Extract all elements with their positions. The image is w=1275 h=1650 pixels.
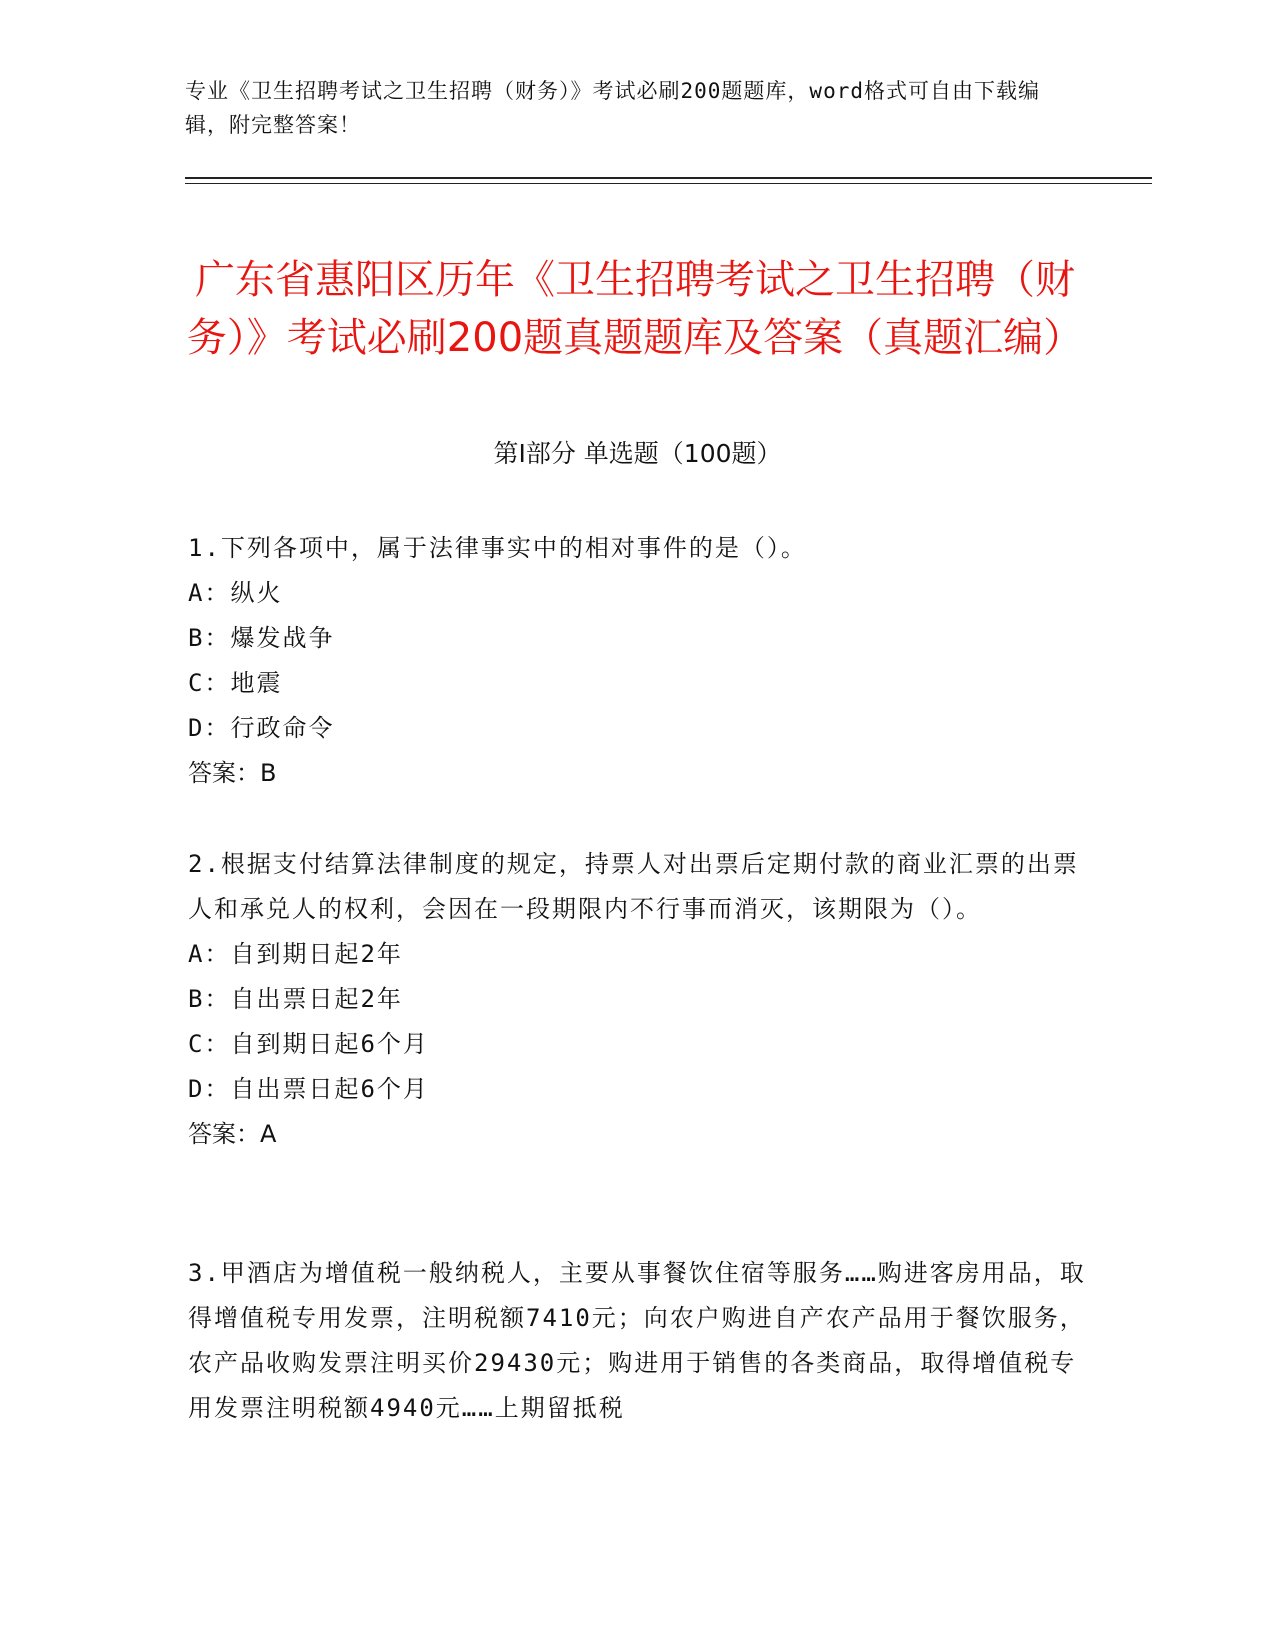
question-block [188,526,1088,796]
option-c: C：自到期日起6个月 [188,1030,429,1058]
question-block [188,842,1088,1157]
header-divider-thick [185,177,1152,179]
question-text: 1.下列各项中，属于法律事实中的相对事件的是（）。 [188,534,807,562]
header-note: 专业《卫生招聘考试之卫生招聘（财务）》考试必刷200题题库，word格式可自由下载编辑，附完整答案！ [185,79,1040,137]
answer-line: 答案：B [188,759,277,787]
answer-line: 答案：A [188,1120,277,1148]
question-block [188,1251,1088,1431]
option-c: C：地震 [188,669,283,697]
option-d: D：自出票日起6个月 [188,1075,429,1103]
header-divider-thin [185,183,1152,184]
option-b: B：爆发战争 [188,624,335,652]
document-title: 广东省惠阳区历年《卫生招聘考试之卫生招聘（财务）》考试必刷200题真题题库及答案（真题汇编） [186,256,1084,361]
question-text: 3.甲酒店为增值税一般纳税人，主要从事餐饮住宿等服务……购进客房用品，取得增值税专用发票，注明税额7410元；向农户购进自产农产品用于餐饮服务，农产品收购发票注明买价29430元；购进用于销售的各类商品，取得增值税专用发票注明税额4940元……上期留抵税 [188,1259,1086,1422]
option-b: B：自出票日起2年 [188,985,403,1013]
option-a: A：纵火 [188,579,283,607]
question-text: 2.根据支付结算法律制度的规定，持票人对出票后定期付款的商业汇票的出票人和承兑人的权利，会因在一段期限内不行事而消灭，该期限为（）。 [188,850,1079,923]
section-heading: 第Ⅰ部分 单选题（100题） [493,439,782,468]
option-d: D：行政命令 [188,714,335,742]
option-a: A：自到期日起2年 [188,940,403,968]
